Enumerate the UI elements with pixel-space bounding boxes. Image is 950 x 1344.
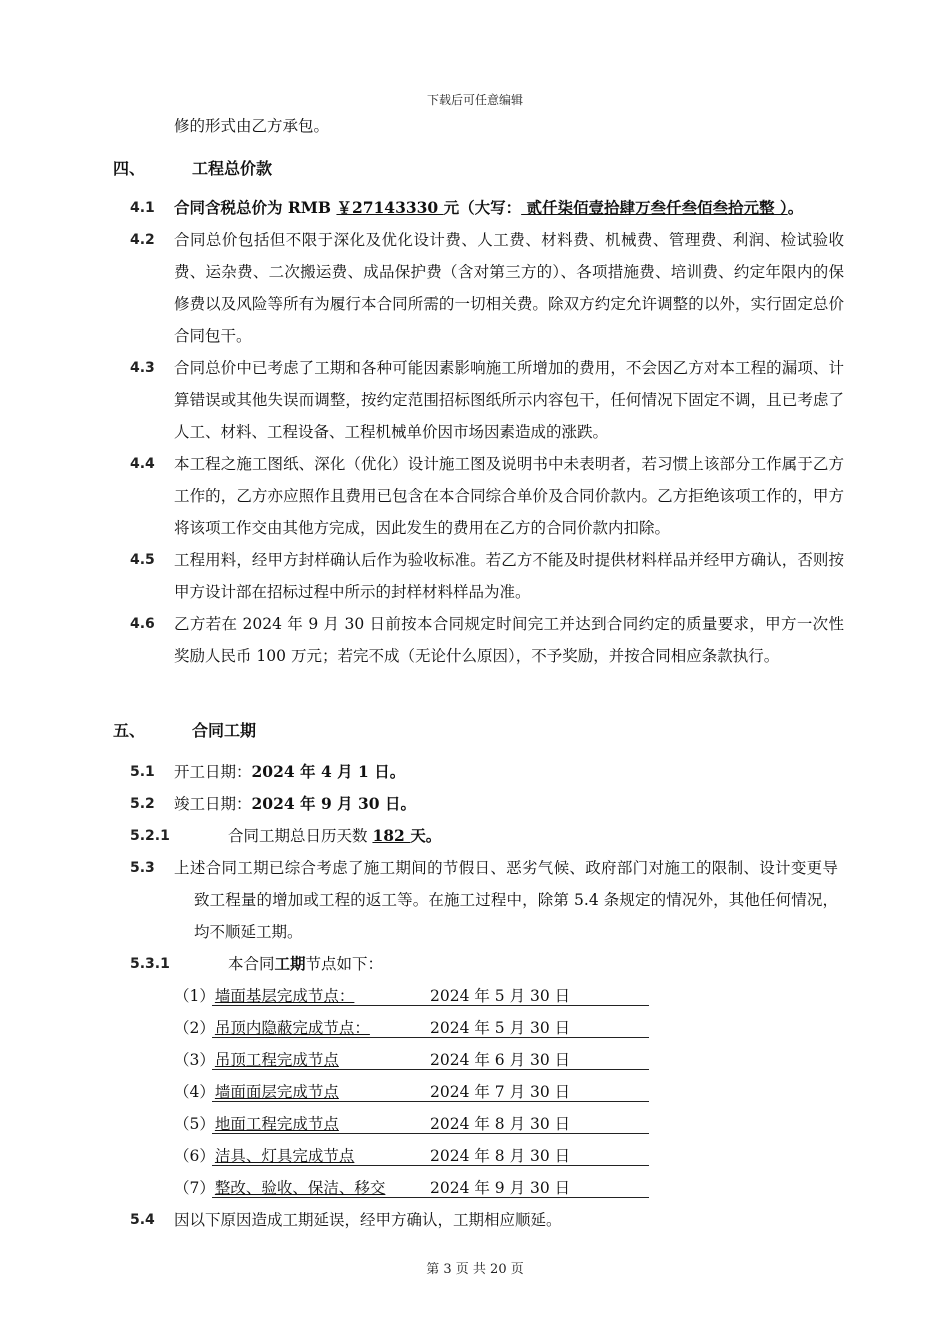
clause-5-3-1 [228,948,383,980]
section-4-number: 四、 [113,159,146,178]
clause-4-1-end: 。 [787,198,804,217]
clause-5-2-1 [228,820,441,852]
milestone-row [174,1012,370,1044]
milestone-index: （3） [174,1051,215,1069]
milestone-date: 2024 年 6 月 30 日 [430,1051,571,1069]
milestone-row [174,980,354,1012]
clause-5-2 [174,788,416,820]
clause-4-1-prefix: 合同含税总价为 RMB [174,198,337,217]
completion-date-value: 2024 年 9 月 30 日。 [251,794,416,813]
clause-4-3-text: 合同总价中已考虑了工期和各种可能因素影响施工所增加的费用，不会因乙方对本工程的漏项、计算错误或其他失误而调整，按约定范围招标图纸所示内容包干，任何情况下固定不调，且已考虑了人工、材料、工程设备、工程机械单价因市场因素造成的涨跌。 [174,359,844,441]
clause-4-5-text: 工程用料，经甲方封样确认后作为验收标准。若乙方不能及时提供材料样品并经甲方确认，否则按甲方设计部在招标过程中所示的封样材料样品为准。 [174,551,844,601]
milestone-index: （2） [174,1019,215,1037]
milestone-index: （6） [174,1147,215,1165]
clause-4-4-text: 本工程之施工图纸、深化（优化）设计施工图及说明书中未表明者，若习惯上该部分工作属于乙方工作的，乙方亦应照作且费用已包含在本合同综合单价及合同价款内。乙方拒绝该项工作的，甲方将该项工作交由其他方完成，因此发生的费用在乙方的合同价款内扣除。 [174,455,844,537]
milestone-label: 墙面面层完成节点 [214,1083,339,1101]
clause-4-5-number: 4.5 [130,552,155,568]
milestone-date: 2024 年 9 月 30 日 [430,1179,571,1197]
milestone-label: 整改、验收、保洁、移交 [214,1179,386,1197]
section-5-number: 五、 [113,721,146,740]
clause-5-3-text [174,852,838,948]
section-5-title: 合同工期 [192,721,257,740]
clause-4-1-number: 4.1 [130,200,155,216]
milestone-index: （5） [174,1115,215,1133]
total-days-value: 182 [372,826,411,845]
clause-4-6-text: 乙方若在 2024 年 9 月 30 日前按本合同规定时间完工并达到合同约定的质量要求，甲方一次性奖励人民币 100 万元；若完不成（无论什么原因），不予奖励，并按合同相应条款执行。 [174,615,844,665]
milestone-label: 墙面基层完成节点： [214,987,355,1005]
clause-5-3-1-bold: 工期 [274,954,306,973]
milestone-date: 2024 年 8 月 30 日 [430,1147,571,1165]
clause-4-6-number: 4.6 [130,616,155,632]
milestone-row [174,1044,339,1076]
page-footer: 第 3 页 共 20 页 [426,1262,524,1277]
start-date-label: 开工日期： [174,763,252,781]
milestone-label: 洁具、灯具完成节点 [214,1147,355,1165]
clause-4-2-number: 4.2 [130,232,155,248]
clause-5-3-number: 5.3 [130,860,155,876]
milestone-date: 2024 年 5 月 30 日 [430,987,571,1005]
clause-4-1-mid: 元（大写： [443,198,522,217]
milestone-date: 2024 年 5 月 30 日 [430,1019,571,1037]
milestone-label: 吊顶工程完成节点 [214,1051,339,1069]
clause-5-3-body: 上述合同工期已综合考虑了施工期间的节假日、恶劣气候、政府部门对施工的限制、设计变更导致工程量的增加或工程的返工等。在施工过程中，除第 5.4 条规定的情况外，其他任何情况，均不顺延工期。 [174,859,838,941]
clause-4-4-number: 4.4 [130,456,155,472]
intro-line: 修的形式由乙方承包。 [174,117,330,135]
clause-5-4-text: 因以下原因造成工期延误，经甲方确认，工期相应顺延。 [174,1211,562,1229]
milestone-row [174,1172,385,1204]
milestone-row [174,1076,339,1108]
milestone-row [174,1108,339,1140]
milestone-index: （7） [174,1179,215,1197]
clause-5-3-1-post: 节点如下： [305,955,384,973]
milestone-label: 地面工程完成节点 [214,1115,339,1133]
milestone-date: 2024 年 8 月 30 日 [430,1115,571,1133]
clause-4-1 [174,192,803,224]
milestone-underline [212,1005,649,1006]
clause-5-2-number: 5.2 [130,796,155,812]
page-header: 下载后可任意编辑 [426,93,523,107]
completion-date-label: 竣工日期： [174,795,252,813]
clause-5-1-number: 5.1 [130,764,155,780]
milestone-index: （4） [174,1083,215,1101]
start-date-value: 2024 年 4 月 1 日。 [251,762,406,781]
clause-4-3-number: 4.3 [130,360,155,376]
milestone-underline [212,1165,649,1166]
total-days-unit: 天。 [410,826,442,845]
milestone-underline [212,1101,649,1102]
milestone-underline [212,1037,649,1038]
milestone-underline [212,1069,649,1070]
milestone-index: （1） [174,987,215,1005]
milestone-label: 吊顶内隐蔽完成节点： [214,1019,370,1037]
milestone-row [174,1140,354,1172]
clause-5-2-1-number: 5.2.1 [130,828,170,844]
milestone-date: 2024 年 7 月 30 日 [430,1083,571,1101]
milestone-underline [212,1133,649,1134]
contract-amount: ￥27143330 [336,198,444,217]
section-4-title: 工程总价款 [192,159,273,178]
clause-5-3-1-pre: 本合同 [228,955,275,973]
contract-amount-words: 贰仟柒佰壹拾肆万叁仟叁佰叁拾元整 ） [521,198,788,217]
clause-5-1 [174,756,405,788]
clause-5-4-number: 5.4 [130,1212,155,1228]
milestone-underline [212,1197,649,1198]
clause-4-2-text: 合同总价包括但不限于深化及优化设计费、人工费、材料费、机械费、管理费、利润、检试验收费、运杂费、二次搬运费、成品保护费（含对第三方的）、各项措施费、培训费、约定年限内的保修费以及风险等所有为履行本合同所需的一切相关费。除双方约定允许调整的以外，实行固定总价合同包干。 [174,231,844,345]
total-days-label: 合同工期总日历天数 [228,827,373,845]
clause-5-3-1-number: 5.3.1 [130,956,170,972]
